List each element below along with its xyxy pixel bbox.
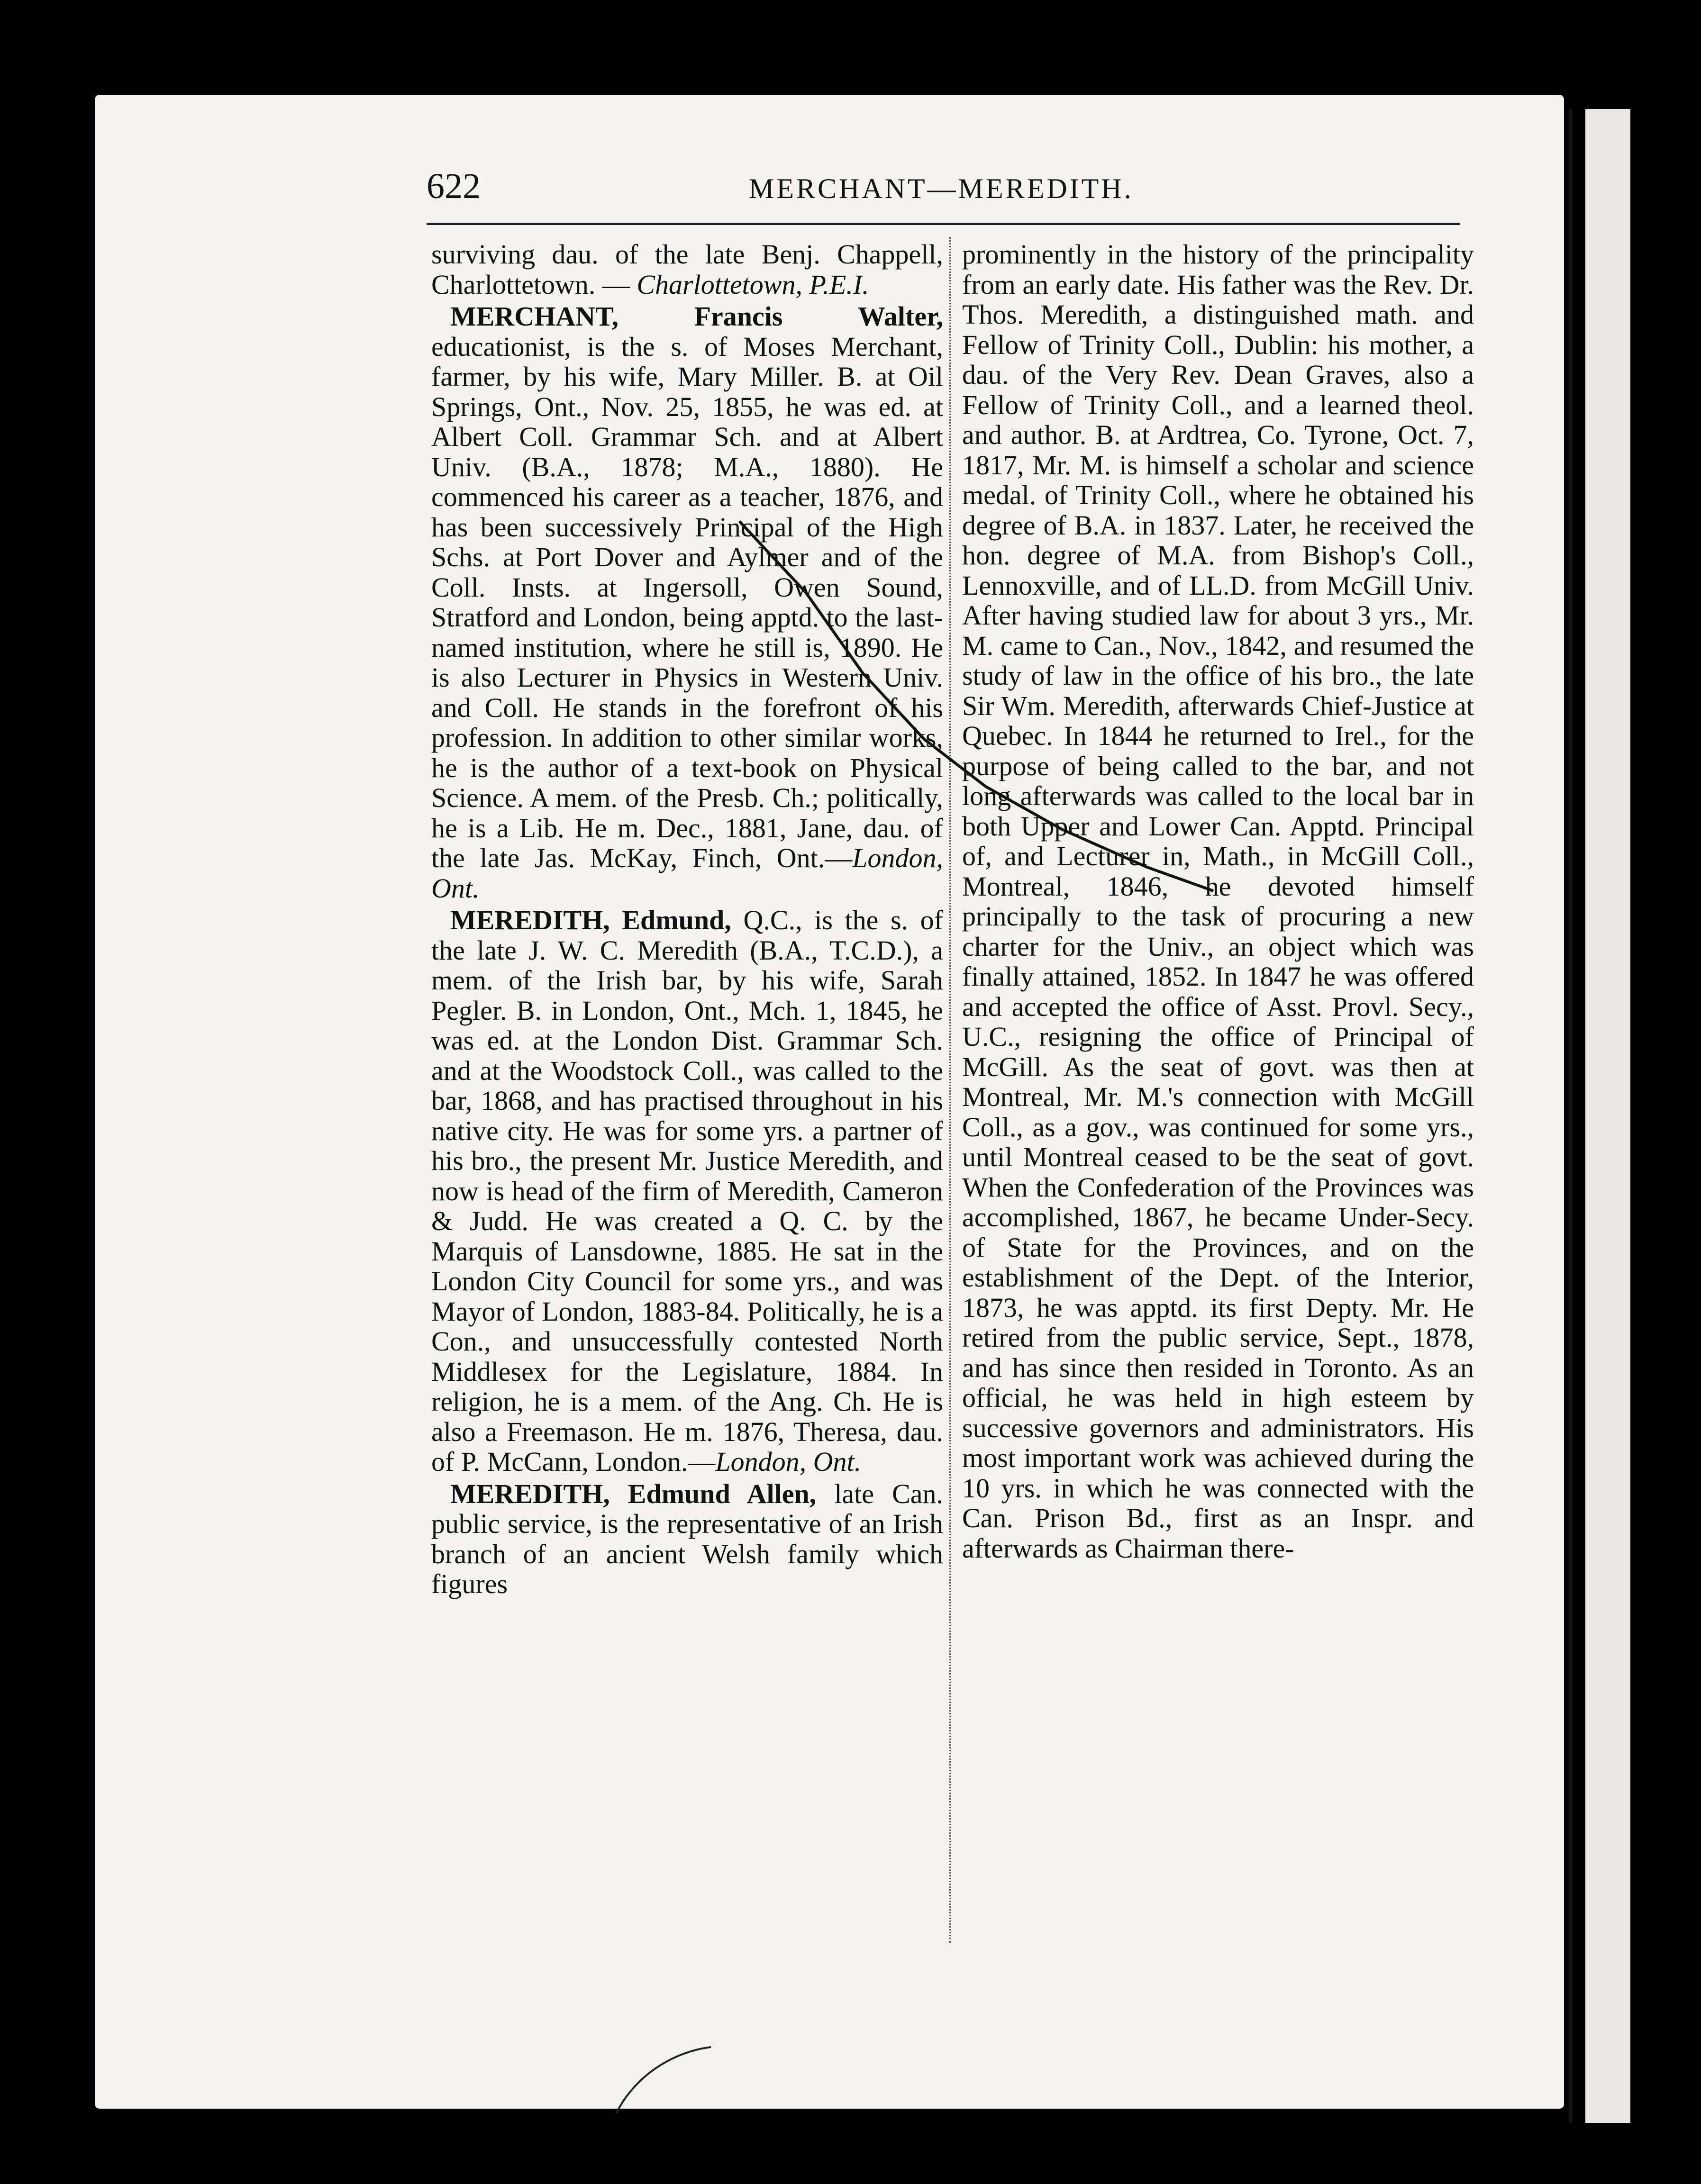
entry-location: London, Ont. [431,843,943,904]
entry-headword: MEREDITH, Edmund Allen, [450,1478,817,1509]
entry-text: late Can. public service, is the representative of an Irish branch of an ancient Welsh family which figures [431,1478,943,1599]
entry-location: London, Ont. [715,1446,862,1477]
page-number: 622 [427,166,481,206]
entry-headword: MERCHANT, Francis Walter, [450,301,943,332]
running-head: MERCHANT—MEREDITH. [749,173,1134,204]
entry-text: Q.C., is the s. of the late J. W. C. Meredith (B.A., T.C.D.), a mem. of the Irish bar, by his wife, Sarah Pegler. B. in London, Ont., Mch. 1, 1845, he was ed. at the London Dist. Grammar Sch. and at the Woodstock Coll., was called to the bar, 1868, and has practised throughout in his native city. He was for some yrs. a partner of his bro., the present Mr. Justice Meredith, and now is head of the firm of Meredith, Cameron & Judd. He was created a Q. C. by the Marquis of Lansdowne, 1885. He sat in the London City Council for some yrs., and was Mayor of London, 1883-84. Politically, he is a Con., and unsuccessfully contested North Middlesex for the Legislature, 1884. In religion, he is a mem. of the Ang. Ch. He is also a Freemason. He m. 1876, Theresa, dau. of P. McCann, London.— [431,905,943,1477]
entry-text: educationist, is the s. of Moses Merchant, farmer, by his wife, Mary Miller. B. at Oil Springs, Ont., Nov. 25, 1855, he was ed. at Albert Coll. Grammar Sch. and at Albert Univ. (B.A., 1878; M.A., 1880). He commenced his career as a teacher, 1876, and has been successively Principal of the High Schs. at Port Dover and Aylmer and of the Coll. Insts. at Ingersoll, Owen Sound, Stratford and London, being apptd. to the last-named institution, where he still is, 1890. He is also Lecturer in Physics in Western Univ. and Coll. He stands in the forefront of his profession. In addition to other similar works, he is the author of a text-book on Physical Science. A mem. of the Presb. Ch.; politically, he is a Lib. He m. Dec., 1881, Jane, dau. of the late Jas. McKay, Finch, Ont.— [431,331,943,873]
entry-continuation: prominently in the history of the principality from an early date. His father was the Rev. Dr. Thos. Meredith, a distinguished math. and Fellow of Trinity Coll., Dublin: his mother, a dau. of the Very Rev. Dean Graves, also a Fellow of Trinity Coll., and a learned theol. and author. B. at Ardtrea, Co. Tyrone, Oct. 7, 1817, Mr. M. is himself a scholar and science medal. of Trinity Coll., where he obtained his degree of B.A. in 1837. Later, he received the hon. degree of M.A. from Bishop's Coll., Lennoxville, and of LL.D. from McGill Univ. After having studied law for about 3 yrs., Mr. M. came to Can., Nov., 1842, and resumed the study of law in the office of his bro., the late Sir Wm. Meredith, afterwards Chief-Justice at Quebec. In 1844 he returned to Irel., for the purpose of being called to the bar, and not long afterwards was called to the local bar in both Upper and Lower Can. Apptd. Principal of, and Lecturer in, Math., in McGill Coll., Montreal, 1846, he devoted himself principally to the task of procuring a new charter for the Univ., an object which was finally attained, 1852. In 1847 he was offered and accepted the office of Asst. Provl. Secy., U.C., resigning the office of Principal of McGill. As the seat of govt. was then at Montreal, Mr. M.'s connection with McGill Coll., as a gov., was continued for some yrs., until Montreal ceased to be the seat of govt. When the Confederation of the Provinces was accomplished, 1867, he became Under-Secy. of State for the Provinces, and on the establishment of the Dept. of the Interior, 1873, he was apptd. its first Depty. Mr. He retired from the public service, Sept., 1878, and has since then resided in Toronto. As an official, he was held in high esteem by successive governors and administrators. His most important work was achieved during the 10 yrs. in which he was connected with the Can. Prison Bd., first as an Inspr. and afterwards as Chairman there- [962,239,1474,1564]
entry-text: surviving dau. of the late Benj. Chappell, Charlottetown. — [431,239,943,300]
entry-location: Charlottetown, P.E.I. [637,269,869,300]
entry-headword: MEREDITH, Edmund, [450,905,731,935]
